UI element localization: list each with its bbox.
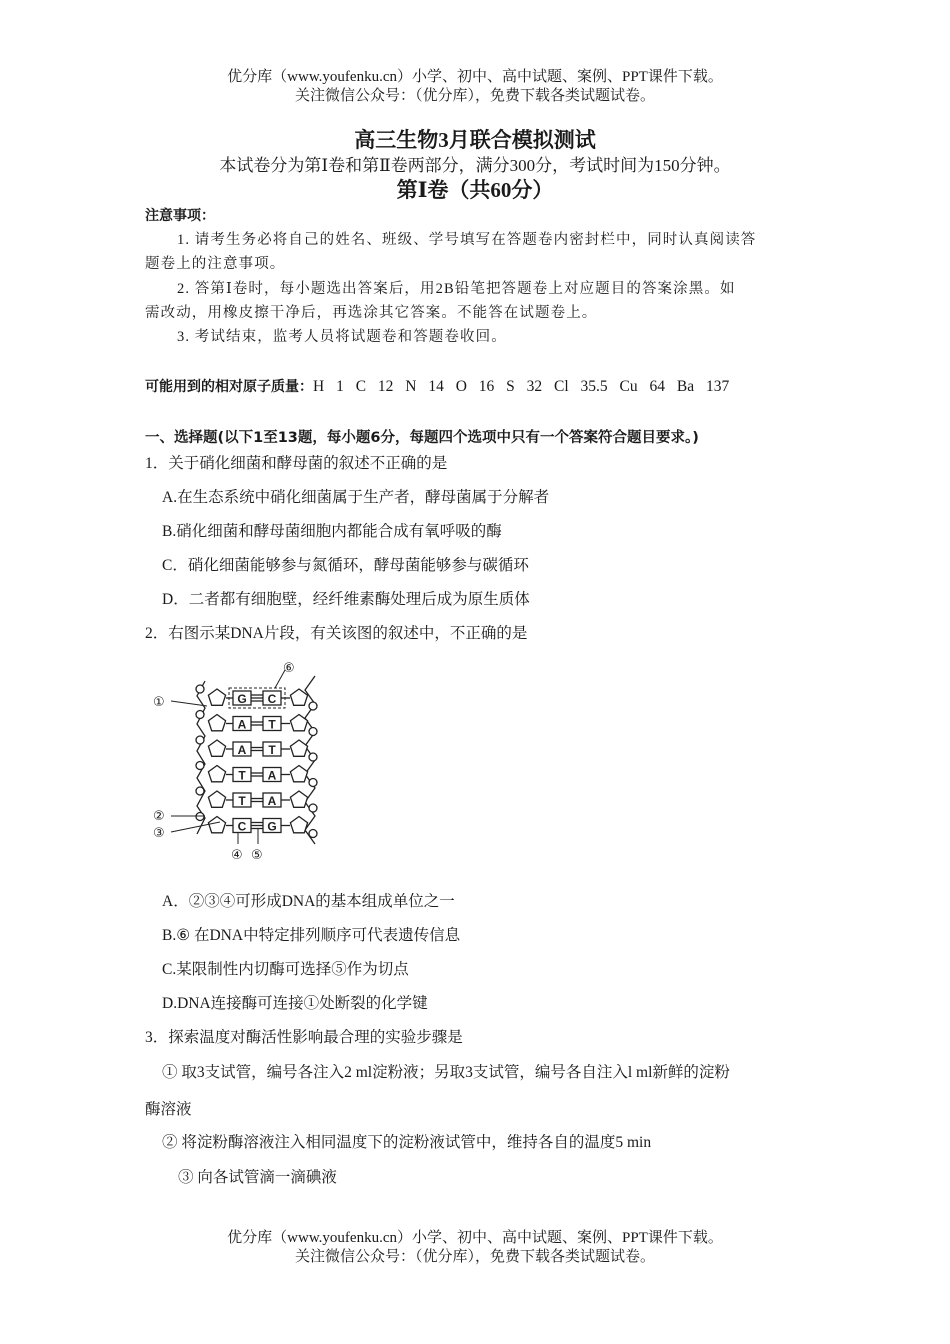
right-sugar bbox=[290, 791, 307, 807]
callout-label-6: ⑥ bbox=[283, 660, 295, 675]
right-phosphate bbox=[309, 779, 317, 787]
callout-label-2: ② bbox=[153, 808, 165, 823]
left-phosphate bbox=[196, 736, 204, 744]
callout-label-4: ④ bbox=[231, 847, 243, 862]
base-letter-right: T bbox=[268, 743, 276, 757]
right-sugar bbox=[290, 766, 307, 782]
callout-label-1: ① bbox=[153, 694, 165, 709]
part-title: 第Ⅰ卷（共60分） bbox=[396, 178, 554, 202]
base-letter-left: T bbox=[238, 768, 246, 783]
atomic-masses bbox=[145, 376, 729, 396]
q3-step-3: ③ 向各试管滴一滴碘液 bbox=[178, 1169, 337, 1186]
base-letter-left: A bbox=[237, 717, 247, 732]
atomic-masses-label: 可能用到的相对原子质量： bbox=[145, 379, 313, 395]
q1-option-a: A.在生态系统中硝化细菌属于生产者，酵母菌属于分解者 bbox=[162, 489, 550, 506]
right-phosphate bbox=[309, 728, 317, 736]
base-letter-left: C bbox=[237, 819, 247, 834]
right-phosphate bbox=[309, 804, 317, 812]
base-letter-right: C bbox=[267, 692, 277, 706]
q1-stem: 1．关于硝化细菌和酵母菌的叙述不正确的是 bbox=[145, 455, 448, 472]
notice-item-3: 3. 考试结束，监考人员将试题卷和答题卷收回。 bbox=[177, 329, 507, 345]
right-sugar bbox=[290, 740, 307, 756]
left-phosphate bbox=[196, 762, 204, 770]
base-letter-left: T bbox=[238, 794, 246, 808]
left-sugar bbox=[208, 766, 225, 782]
q2-option-d: D.DNA连接酶可连接①处断裂的化学键 bbox=[162, 995, 428, 1012]
q2-option-c: C.某限制性内切酶可选择⑤作为切点 bbox=[162, 961, 409, 978]
left-sugar bbox=[208, 791, 225, 807]
atomic-masses-values: H 1 C 12 N 14 O 16 S 32 Cl 35.5 Cu 64 Ba 137 bbox=[313, 378, 730, 395]
left-sugar bbox=[208, 817, 225, 833]
left-sugar bbox=[208, 740, 225, 756]
q2-stem: 2．右图示某DNA片段，有关该图的叙述中，不正确的是 bbox=[145, 625, 528, 642]
header-line-1: 优分库（www.youfenku.cn）小学、初中、高中试题、案例、PPT课件下载。 bbox=[227, 69, 723, 85]
notice-item-2-line-1: 2. 答第Ⅰ卷时，每小题选出答案后，用2B铅笔把答题卷上对应题目的答案涂黑。如 bbox=[177, 281, 736, 297]
base-letter-right: A bbox=[267, 768, 277, 783]
notice-item-2-line-2: 需改动，用橡皮擦干净后，再选涂其它答案。不能答在试题卷上。 bbox=[145, 305, 598, 321]
base-letter-right: T bbox=[268, 717, 276, 732]
q1-option-c: C．硝化细菌能够参与氮循环，酵母菌能够参与碳循环 bbox=[162, 557, 529, 574]
callout-label-3: ③ bbox=[153, 825, 165, 840]
exam-title: 高三生物3月联合模拟测试 bbox=[354, 128, 596, 152]
base-letter-right: G bbox=[267, 819, 277, 834]
left-sugar bbox=[208, 715, 225, 731]
dna-structure-diagram bbox=[145, 656, 345, 866]
header-line-2: 关注微信公众号：（优分库），免费下载各类试题试卷。 bbox=[294, 88, 655, 104]
q1-option-b: B.硝化细菌和酵母菌细胞内都能合成有氧呼吸的酶 bbox=[162, 523, 502, 540]
left-phosphate bbox=[196, 787, 204, 795]
footer-line-2: 关注微信公众号：（优分库），免费下载各类试题试卷。 bbox=[294, 1249, 655, 1265]
base-letter-left: G bbox=[237, 692, 247, 706]
right-phosphate bbox=[309, 702, 317, 710]
q2-option-a: A．②③④可形成DNA的基本组成单位之一 bbox=[162, 893, 455, 910]
q3-stem: 3．探索温度对酶活性影响最合理的实验步骤是 bbox=[145, 1029, 463, 1046]
base-letter-right: A bbox=[267, 794, 277, 808]
q1-option-d: D．二者都有细胞壁，经纤维素酶处理后成为原生质体 bbox=[162, 591, 530, 608]
q3-step-2: ② 将淀粉酶溶液注入相同温度下的淀粉液试管中，维持各自的温度5 min bbox=[162, 1134, 652, 1151]
q3-step-1-line-2: 酶溶液 bbox=[145, 1101, 192, 1118]
q3-step-1-line-1: ① 取3支试管，编号各注入2 ml淀粉液；另取3支试管，编号各自注入l ml新鲜的淀粉 bbox=[162, 1064, 730, 1081]
left-phosphate bbox=[196, 685, 204, 693]
right-sugar bbox=[290, 817, 307, 833]
left-backbone bbox=[197, 681, 205, 834]
right-phosphate bbox=[309, 753, 317, 761]
notice-heading: 注意事项： bbox=[145, 208, 215, 224]
callout-label-5: ⑤ bbox=[251, 847, 263, 862]
q2-option-b: B.⑥ 在DNA中特定排列顺序可代表遗传信息 bbox=[162, 927, 461, 944]
exam-subtitle: 本试卷分为第Ⅰ卷和第Ⅱ卷两部分，满分300分，考试时间为150分钟。 bbox=[219, 156, 731, 175]
section-1-heading: 一、选择题(以下1至13题，每小题6分，每题四个选项中只有一个答案符合题目要求。) bbox=[145, 430, 699, 446]
footer-line-1: 优分库（www.youfenku.cn）小学、初中、高中试题、案例、PPT课件下载。 bbox=[227, 1230, 723, 1246]
left-phosphate bbox=[196, 711, 204, 719]
left-sugar bbox=[208, 689, 225, 705]
notice-item-1-line-1: 1. 请考生务必将自己的姓名、班级、学号填写在答题卷内密封栏中，同时认真阅读答 bbox=[177, 232, 757, 248]
base-letter-left: A bbox=[237, 743, 247, 757]
right-phosphate bbox=[309, 830, 317, 838]
notice-item-1-line-2: 题卷上的注意事项。 bbox=[145, 256, 286, 272]
right-sugar bbox=[290, 689, 307, 705]
